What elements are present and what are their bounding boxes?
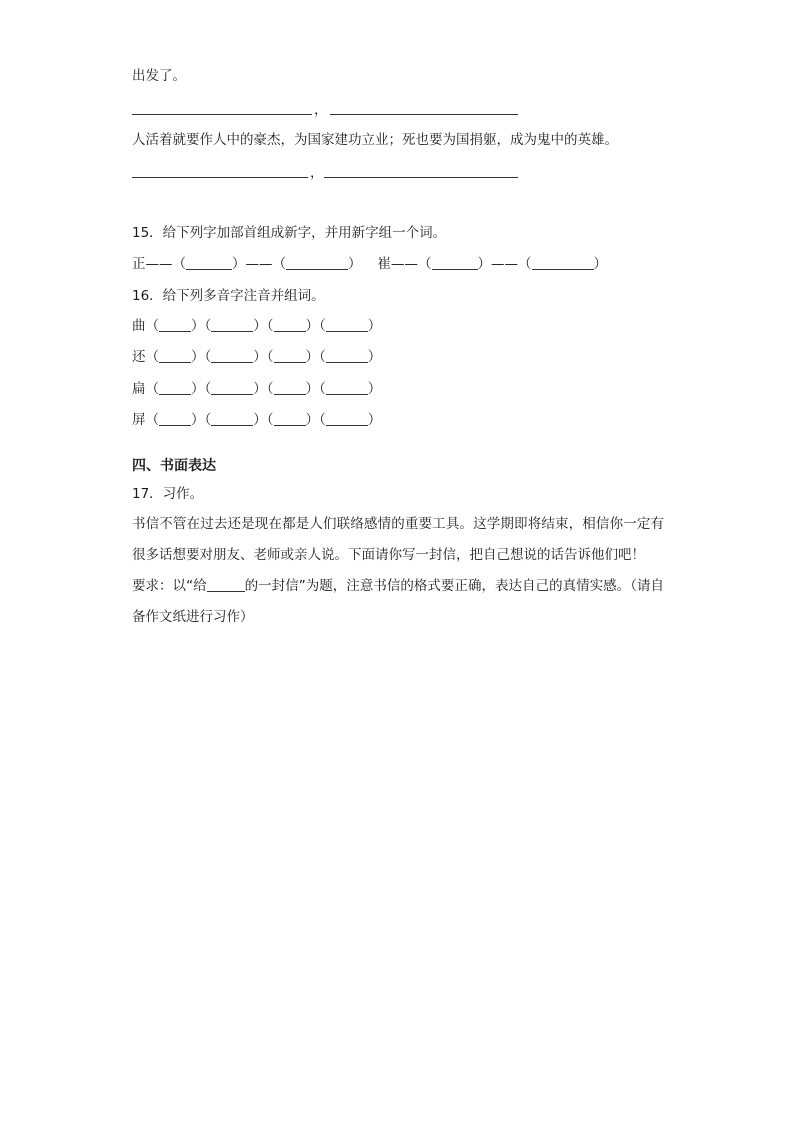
section-heading: 四、书面表达 bbox=[132, 458, 216, 474]
base-char: 正 bbox=[132, 256, 146, 272]
answer-blank[interactable] bbox=[186, 255, 232, 270]
text-line-chufa: 出发了。 bbox=[132, 68, 186, 84]
pinyin-blank[interactable] bbox=[274, 411, 306, 426]
comma: ， bbox=[314, 102, 328, 118]
answer-blank[interactable] bbox=[132, 114, 312, 115]
pinyin-blank[interactable] bbox=[159, 380, 191, 395]
dash: —— bbox=[245, 256, 273, 272]
question-15-prompt: 15．给下列字加部首组成新字，并用新字组一个词。 bbox=[132, 225, 447, 241]
polyphone-row: 还（ ）（ ）（ ）（ ） bbox=[132, 349, 382, 365]
word-blank[interactable] bbox=[326, 411, 368, 426]
answer-blank[interactable] bbox=[132, 177, 308, 178]
polyphone-row: 曲（ ）（ ）（ ）（ ） bbox=[132, 318, 382, 334]
answer-blank[interactable] bbox=[432, 255, 478, 270]
pinyin-blank[interactable] bbox=[159, 317, 191, 332]
polyphone-row: 扁（ ）（ ）（ ）（ ） bbox=[132, 381, 382, 397]
dash: —— bbox=[145, 256, 173, 272]
word-blank[interactable] bbox=[211, 411, 253, 426]
answer-blank[interactable] bbox=[207, 577, 245, 592]
polyphone-row: 屏（ ）（ ）（ ）（ ） bbox=[132, 412, 382, 428]
composition-instructions bbox=[132, 509, 664, 633]
comma: ， bbox=[310, 165, 324, 181]
word-blank[interactable] bbox=[211, 348, 253, 363]
question-16-prompt: 16．给下列多音字注音并组词。 bbox=[132, 288, 325, 304]
pinyin-blank[interactable] bbox=[274, 317, 306, 332]
pinyin-blank[interactable] bbox=[159, 348, 191, 363]
word-blank[interactable] bbox=[326, 348, 368, 363]
word-blank[interactable] bbox=[326, 380, 368, 395]
answer-blank[interactable] bbox=[324, 177, 518, 178]
answer-blank[interactable] bbox=[286, 255, 348, 270]
question-15-row: 正——（ ）——（ ） 崔——（ ）——（ ） bbox=[132, 256, 607, 272]
pinyin-blank[interactable] bbox=[274, 380, 306, 395]
poem-sentence: 人活着就要作人中的豪杰，为国家建功立业；死也要为国捐躯，成为鬼中的英雄。 bbox=[132, 132, 618, 148]
base-char: 崔 bbox=[377, 256, 391, 272]
question-17-label: 17．习作。 bbox=[132, 486, 204, 502]
instruction-paragraph: 书信不管在过去还是现在都是人们联络感情的重要工具。这学期即将结束，相信你一定有很多话想要对朋友、老师或亲人说。下面请你写一封信，把自己想说的话告诉他们吧！ bbox=[132, 516, 664, 563]
answer-blank[interactable] bbox=[330, 114, 518, 115]
requirement-paragraph: 要求：以“给 的一封信”为题，注意书信的格式要正确，表达自己的真情实感。（请自备作文纸进行习作） bbox=[132, 578, 664, 625]
dash: —— bbox=[391, 256, 418, 272]
pinyin-blank[interactable] bbox=[274, 348, 306, 363]
word-blank[interactable] bbox=[211, 380, 253, 395]
dash: —— bbox=[491, 256, 518, 272]
word-blank[interactable] bbox=[211, 317, 253, 332]
pinyin-blank[interactable] bbox=[159, 411, 191, 426]
answer-blank[interactable] bbox=[532, 255, 594, 270]
word-blank[interactable] bbox=[326, 317, 368, 332]
